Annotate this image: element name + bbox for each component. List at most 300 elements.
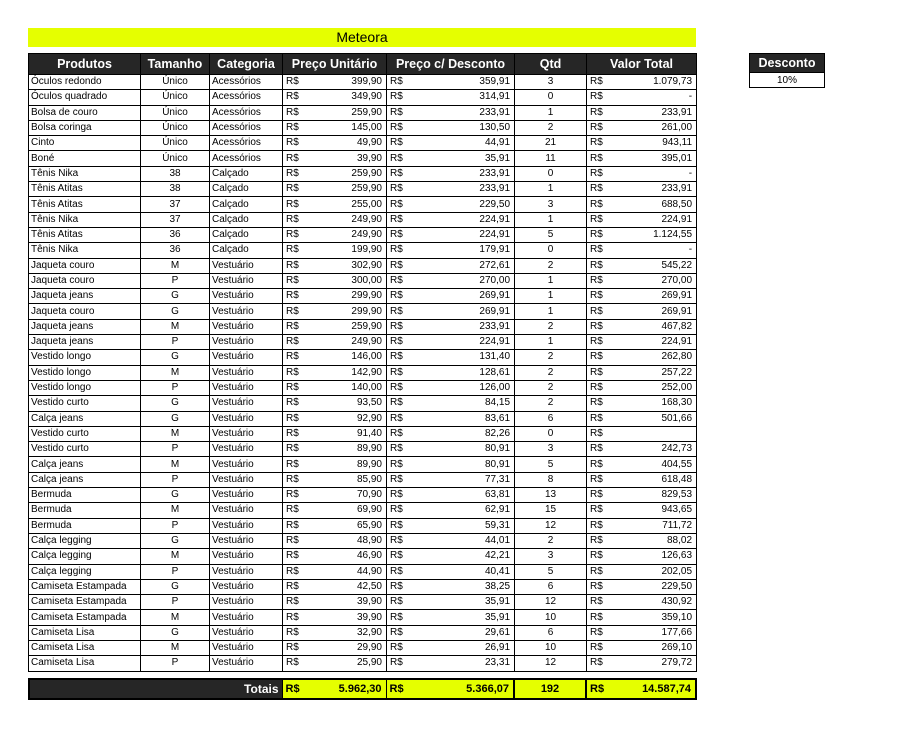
cell-valor-total[interactable]: 252,00 (616, 380, 697, 395)
cell-tamanho[interactable]: G (141, 350, 210, 365)
cell-currency[interactable]: R$ (587, 610, 616, 625)
cell-tamanho[interactable]: 37 (141, 197, 210, 212)
cell-categoria[interactable]: Vestuário (210, 595, 283, 610)
cell-valor-total[interactable]: 943,65 (616, 503, 697, 518)
cell-preco-unitario[interactable]: 249,90 (312, 335, 387, 350)
cell-currency[interactable]: R$ (587, 579, 616, 594)
cell-preco-unitario[interactable]: 399,90 (312, 75, 387, 90)
cell-currency[interactable]: R$ (587, 75, 616, 90)
cell-categoria[interactable]: Vestuário (210, 656, 283, 671)
cell-qtd[interactable]: 3 (515, 442, 587, 457)
cell-currency[interactable]: R$ (283, 396, 312, 411)
cell-currency[interactable]: R$ (387, 75, 416, 90)
cell-currency[interactable]: R$ (587, 335, 616, 350)
cell-currency[interactable]: R$ (387, 120, 416, 135)
cell-produto[interactable]: Camiseta Estampada (29, 610, 141, 625)
cell-qtd[interactable]: 0 (515, 243, 587, 258)
cell-produto[interactable]: Calça legging (29, 549, 141, 564)
cell-categoria[interactable]: Vestuário (210, 472, 283, 487)
cell-preco-desconto[interactable]: 314,91 (416, 90, 515, 105)
cell-qtd[interactable]: 8 (515, 472, 587, 487)
cell-preco-desconto[interactable]: 80,91 (416, 457, 515, 472)
cell-tamanho[interactable]: 37 (141, 212, 210, 227)
cell-currency[interactable]: R$ (387, 365, 416, 380)
cell-preco-unitario[interactable]: 259,90 (312, 319, 387, 334)
cell-valor-total[interactable]: 229,50 (616, 579, 697, 594)
cell-valor-total[interactable]: 88,02 (616, 533, 697, 548)
cell-preco-desconto[interactable]: 40,41 (416, 564, 515, 579)
cell-currency[interactable]: R$ (283, 120, 312, 135)
cell-valor-total[interactable]: 404,55 (616, 457, 697, 472)
cell-currency[interactable]: R$ (387, 411, 416, 426)
cell-currency[interactable]: R$ (387, 335, 416, 350)
cell-currency[interactable]: R$ (387, 595, 416, 610)
cell-categoria[interactable]: Vestuário (210, 426, 283, 441)
cell-preco-desconto[interactable]: 126,00 (416, 380, 515, 395)
cell-tamanho[interactable]: Único (141, 151, 210, 166)
cell-tamanho[interactable]: G (141, 579, 210, 594)
cell-currency[interactable]: R$ (587, 595, 616, 610)
cell-produto[interactable]: Jaqueta couro (29, 273, 141, 288)
cell-preco-unitario[interactable]: 142,90 (312, 365, 387, 380)
cell-preco-desconto[interactable]: 224,91 (416, 212, 515, 227)
cell-categoria[interactable]: Vestuário (210, 304, 283, 319)
cell-currency[interactable]: R$ (587, 533, 616, 548)
cell-currency[interactable]: R$ (587, 197, 616, 212)
cell-qtd[interactable]: 2 (515, 120, 587, 135)
cell-tamanho[interactable]: P (141, 380, 210, 395)
cell-categoria[interactable]: Vestuário (210, 518, 283, 533)
cell-currency[interactable]: R$ (587, 380, 616, 395)
cell-preco-unitario[interactable]: 349,90 (312, 90, 387, 105)
cell-currency[interactable]: R$ (387, 656, 416, 671)
cell-produto[interactable]: Tênis Nika (29, 166, 141, 181)
cell-currency[interactable]: R$ (387, 90, 416, 105)
cell-produto[interactable]: Óculos quadrado (29, 90, 141, 105)
cell-categoria[interactable]: Calçado (210, 166, 283, 181)
cell-preco-desconto[interactable]: 269,91 (416, 304, 515, 319)
cell-qtd[interactable]: 2 (515, 533, 587, 548)
cell-valor-total[interactable]: 224,91 (616, 212, 697, 227)
cell-preco-unitario[interactable]: 85,90 (312, 472, 387, 487)
cell-tamanho[interactable]: P (141, 273, 210, 288)
cell-qtd[interactable]: 6 (515, 411, 587, 426)
cell-qtd[interactable]: 1 (515, 273, 587, 288)
discount-value[interactable]: 10% (750, 73, 825, 88)
cell-currency[interactable]: R$ (587, 625, 616, 640)
cell-qtd[interactable]: 6 (515, 625, 587, 640)
cell-currency[interactable]: R$ (387, 197, 416, 212)
cell-currency[interactable]: R$ (587, 350, 616, 365)
cell-qtd[interactable]: 1 (515, 212, 587, 227)
cell-produto[interactable]: Bolsa de couro (29, 105, 141, 120)
cell-preco-desconto[interactable]: 233,91 (416, 319, 515, 334)
cell-produto[interactable]: Tênis Nika (29, 243, 141, 258)
cell-categoria[interactable]: Vestuário (210, 273, 283, 288)
cell-preco-desconto[interactable]: 42,21 (416, 549, 515, 564)
cell-valor-total[interactable]: 1.079,73 (616, 75, 697, 90)
cell-qtd[interactable]: 10 (515, 610, 587, 625)
cell-categoria[interactable]: Vestuário (210, 610, 283, 625)
cell-currency[interactable]: R$ (387, 136, 416, 151)
cell-currency[interactable]: R$ (387, 151, 416, 166)
cell-qtd[interactable]: 12 (515, 595, 587, 610)
cell-preco-desconto[interactable]: 233,91 (416, 105, 515, 120)
cell-currency[interactable]: R$ (587, 457, 616, 472)
cell-currency[interactable]: R$ (587, 166, 616, 181)
cell-qtd[interactable]: 1 (515, 289, 587, 304)
cell-preco-unitario[interactable]: 249,90 (312, 212, 387, 227)
cell-currency[interactable]: R$ (587, 243, 616, 258)
cell-preco-desconto[interactable]: 80,91 (416, 442, 515, 457)
cell-valor-total[interactable]: 711,72 (616, 518, 697, 533)
cell-produto[interactable]: Calça legging (29, 564, 141, 579)
header-tamanho[interactable]: Tamanho (141, 54, 210, 75)
cell-currency[interactable]: R$ (283, 656, 312, 671)
cell-currency[interactable]: R$ (587, 640, 616, 655)
cell-tamanho[interactable]: P (141, 564, 210, 579)
cell-tamanho[interactable]: G (141, 304, 210, 319)
cell-preco-desconto[interactable]: 359,91 (416, 75, 515, 90)
cell-currency[interactable]: R$ (283, 136, 312, 151)
cell-currency[interactable]: R$ (387, 503, 416, 518)
cell-produto[interactable]: Camiseta Lisa (29, 625, 141, 640)
cell-preco-unitario[interactable]: 93,50 (312, 396, 387, 411)
cell-currency[interactable]: R$ (587, 503, 616, 518)
cell-produto[interactable]: Tênis Atitas (29, 197, 141, 212)
cell-currency[interactable]: R$ (387, 212, 416, 227)
cell-valor-total[interactable]: 270,00 (616, 273, 697, 288)
cell-produto[interactable]: Jaqueta jeans (29, 335, 141, 350)
cell-qtd[interactable]: 1 (515, 335, 587, 350)
cell-valor-total[interactable]: 545,22 (616, 258, 697, 273)
cell-tamanho[interactable]: G (141, 625, 210, 640)
cell-tamanho[interactable]: M (141, 365, 210, 380)
cell-currency[interactable]: R$ (587, 518, 616, 533)
cell-categoria[interactable]: Acessórios (210, 120, 283, 135)
cell-tamanho[interactable]: M (141, 319, 210, 334)
cell-categoria[interactable]: Vestuário (210, 488, 283, 503)
header-produtos[interactable]: Produtos (29, 54, 141, 75)
cell-produto[interactable]: Vestido longo (29, 350, 141, 365)
cell-tamanho[interactable]: Único (141, 136, 210, 151)
cell-categoria[interactable]: Vestuário (210, 533, 283, 548)
cell-preco-desconto[interactable]: 233,91 (416, 166, 515, 181)
cell-currency[interactable]: R$ (283, 304, 312, 319)
cell-categoria[interactable]: Vestuário (210, 380, 283, 395)
cell-currency[interactable]: R$ (283, 472, 312, 487)
cell-qtd[interactable]: 3 (515, 549, 587, 564)
cell-preco-desconto[interactable]: 35,91 (416, 595, 515, 610)
cell-produto[interactable]: Calça jeans (29, 472, 141, 487)
cell-valor-total[interactable]: 262,80 (616, 350, 697, 365)
cell-preco-desconto[interactable]: 128,61 (416, 365, 515, 380)
cell-produto[interactable]: Tênis Atitas (29, 227, 141, 242)
cell-preco-desconto[interactable]: 270,00 (416, 273, 515, 288)
cell-produto[interactable]: Jaqueta couro (29, 258, 141, 273)
cell-currency[interactable]: R$ (283, 243, 312, 258)
cell-currency[interactable]: R$ (387, 258, 416, 273)
cell-produto[interactable]: Vestido curto (29, 426, 141, 441)
cell-valor-total[interactable]: 395,01 (616, 151, 697, 166)
cell-qtd[interactable]: 15 (515, 503, 587, 518)
cell-currency[interactable]: R$ (283, 426, 312, 441)
cell-currency[interactable]: R$ (283, 640, 312, 655)
cell-preco-unitario[interactable]: 39,90 (312, 151, 387, 166)
cell-categoria[interactable]: Vestuário (210, 335, 283, 350)
cell-currency[interactable]: R$ (387, 182, 416, 197)
cell-qtd[interactable]: 5 (515, 457, 587, 472)
cell-produto[interactable]: Vestido longo (29, 380, 141, 395)
cell-preco-unitario[interactable]: 91,40 (312, 426, 387, 441)
cell-valor-total[interactable]: 829,53 (616, 488, 697, 503)
cell-qtd[interactable]: 3 (515, 75, 587, 90)
cell-currency[interactable]: R$ (387, 289, 416, 304)
cell-preco-desconto[interactable]: 63,81 (416, 488, 515, 503)
cell-tamanho[interactable]: G (141, 396, 210, 411)
cell-currency[interactable]: R$ (587, 90, 616, 105)
cell-tamanho[interactable]: G (141, 289, 210, 304)
cell-tamanho[interactable]: P (141, 656, 210, 671)
cell-tamanho[interactable]: M (141, 610, 210, 625)
cell-currency[interactable]: R$ (587, 151, 616, 166)
totals-valor-total[interactable]: 14.587,74 (615, 679, 696, 699)
cell-currency[interactable]: R$ (587, 319, 616, 334)
cell-valor-total[interactable]: 233,91 (616, 105, 697, 120)
cell-preco-desconto[interactable]: 229,50 (416, 197, 515, 212)
cell-currency[interactable]: R$ (283, 273, 312, 288)
cell-preco-desconto[interactable]: 44,01 (416, 533, 515, 548)
cell-produto[interactable]: Tênis Nika (29, 212, 141, 227)
cell-preco-desconto[interactable]: 23,31 (416, 656, 515, 671)
cell-qtd[interactable]: 10 (515, 640, 587, 655)
cell-preco-unitario[interactable]: 259,90 (312, 166, 387, 181)
cell-valor-total[interactable]: 279,72 (616, 656, 697, 671)
cell-preco-unitario[interactable]: 29,90 (312, 640, 387, 655)
cell-categoria[interactable]: Vestuário (210, 579, 283, 594)
cell-tamanho[interactable]: 36 (141, 243, 210, 258)
totals-qtd[interactable]: 192 (514, 679, 586, 699)
cell-currency[interactable]: R$ (387, 442, 416, 457)
cell-preco-desconto[interactable]: 82,26 (416, 426, 515, 441)
cell-currency[interactable]: R$ (283, 212, 312, 227)
cell-currency[interactable]: R$ (387, 488, 416, 503)
cell-preco-unitario[interactable]: 199,90 (312, 243, 387, 258)
cell-qtd[interactable]: 1 (515, 304, 587, 319)
cell-preco-unitario[interactable]: 46,90 (312, 549, 387, 564)
cell-valor-total[interactable]: 126,63 (616, 549, 697, 564)
cell-currency[interactable]: R$ (587, 258, 616, 273)
cell-currency[interactable]: R$ (387, 640, 416, 655)
cell-valor-total[interactable]: 177,66 (616, 625, 697, 640)
cell-currency[interactable]: R$ (387, 243, 416, 258)
cell-categoria[interactable]: Vestuário (210, 625, 283, 640)
cell-categoria[interactable]: Vestuário (210, 564, 283, 579)
cell-preco-unitario[interactable]: 140,00 (312, 380, 387, 395)
cell-produto[interactable]: Camiseta Estampada (29, 595, 141, 610)
cell-produto[interactable]: Bermuda (29, 518, 141, 533)
cell-currency[interactable]: R$ (387, 227, 416, 242)
cell-qtd[interactable]: 2 (515, 365, 587, 380)
cell-tamanho[interactable]: M (141, 640, 210, 655)
cell-produto[interactable]: Cinto (29, 136, 141, 151)
cell-valor-total[interactable]: 269,10 (616, 640, 697, 655)
cell-categoria[interactable]: Vestuário (210, 319, 283, 334)
cell-qtd[interactable]: 1 (515, 182, 587, 197)
cell-preco-desconto[interactable]: 233,91 (416, 182, 515, 197)
cell-categoria[interactable]: Vestuário (210, 411, 283, 426)
cell-currency[interactable]: R$ (387, 166, 416, 181)
cell-tamanho[interactable]: 36 (141, 227, 210, 242)
cell-preco-unitario[interactable]: 302,90 (312, 258, 387, 273)
cell-currency[interactable]: R$ (387, 549, 416, 564)
cell-valor-total[interactable]: 688,50 (616, 197, 697, 212)
cell-tamanho[interactable]: G (141, 411, 210, 426)
cell-preco-unitario[interactable]: 92,90 (312, 411, 387, 426)
cell-categoria[interactable]: Calçado (210, 212, 283, 227)
cell-valor-total[interactable]: 1.124,55 (616, 227, 697, 242)
cell-valor-total[interactable]: - (616, 166, 697, 181)
cell-categoria[interactable]: Vestuário (210, 640, 283, 655)
cell-preco-desconto[interactable]: 62,91 (416, 503, 515, 518)
cell-currency[interactable]: R$ (283, 105, 312, 120)
cell-tamanho[interactable]: P (141, 335, 210, 350)
cell-preco-desconto[interactable]: 224,91 (416, 335, 515, 350)
cell-currency[interactable]: R$ (387, 472, 416, 487)
cell-preco-unitario[interactable]: 255,00 (312, 197, 387, 212)
cell-categoria[interactable]: Vestuário (210, 442, 283, 457)
cell-preco-unitario[interactable]: 39,90 (312, 610, 387, 625)
cell-qtd[interactable]: 2 (515, 258, 587, 273)
cell-valor-total[interactable]: 168,30 (616, 396, 697, 411)
cell-produto[interactable]: Tênis Atitas (29, 182, 141, 197)
cell-currency[interactable]: R$ (387, 610, 416, 625)
cell-valor-total[interactable]: 202,05 (616, 564, 697, 579)
cell-valor-total[interactable]: - (616, 90, 697, 105)
cell-preco-desconto[interactable]: 77,31 (416, 472, 515, 487)
cell-preco-desconto[interactable]: 179,91 (416, 243, 515, 258)
cell-preco-desconto[interactable]: 35,91 (416, 151, 515, 166)
cell-tamanho[interactable]: Único (141, 120, 210, 135)
cell-qtd[interactable]: 5 (515, 564, 587, 579)
cell-currency[interactable]: R$ (283, 503, 312, 518)
cell-preco-unitario[interactable]: 42,50 (312, 579, 387, 594)
cell-tamanho[interactable]: Único (141, 90, 210, 105)
cell-currency[interactable]: R$ (587, 212, 616, 227)
header-categoria[interactable]: Categoria (210, 54, 283, 75)
cell-preco-unitario[interactable]: 249,90 (312, 227, 387, 242)
cell-preco-unitario[interactable]: 299,90 (312, 289, 387, 304)
cell-currency[interactable]: R$ (283, 289, 312, 304)
cell-preco-desconto[interactable]: 26,91 (416, 640, 515, 655)
cell-tamanho[interactable]: M (141, 258, 210, 273)
cell-produto[interactable]: Calça jeans (29, 457, 141, 472)
cell-valor-total[interactable]: 359,10 (616, 610, 697, 625)
cell-preco-unitario[interactable]: 89,90 (312, 457, 387, 472)
cell-preco-desconto[interactable]: 83,61 (416, 411, 515, 426)
cell-tamanho[interactable]: Único (141, 105, 210, 120)
cell-currency[interactable]: R$ (283, 610, 312, 625)
cell-tamanho[interactable]: M (141, 549, 210, 564)
cell-preco-desconto[interactable]: 35,91 (416, 610, 515, 625)
cell-preco-desconto[interactable]: 29,61 (416, 625, 515, 640)
cell-preco-unitario[interactable]: 259,90 (312, 182, 387, 197)
cell-valor-total[interactable]: 233,91 (616, 182, 697, 197)
cell-categoria[interactable]: Vestuário (210, 503, 283, 518)
cell-preco-unitario[interactable]: 65,90 (312, 518, 387, 533)
cell-currency[interactable]: R$ (283, 579, 312, 594)
cell-currency[interactable]: R$ (587, 411, 616, 426)
cell-currency[interactable]: R$ (387, 564, 416, 579)
cell-currency[interactable]: R$ (387, 350, 416, 365)
cell-currency[interactable]: R$ (283, 151, 312, 166)
totals-preco-unitario[interactable]: 5.962,30 (311, 679, 386, 699)
cell-valor-total[interactable]: 943,11 (616, 136, 697, 151)
cell-categoria[interactable]: Calçado (210, 197, 283, 212)
cell-valor-total[interactable]: 261,00 (616, 120, 697, 135)
cell-preco-desconto[interactable]: 131,40 (416, 350, 515, 365)
cell-currency[interactable]: R$ (387, 273, 416, 288)
cell-preco-unitario[interactable]: 145,00 (312, 120, 387, 135)
header-qtd[interactable]: Qtd (515, 54, 587, 75)
cell-tamanho[interactable]: G (141, 533, 210, 548)
cell-currency[interactable]: R$ (387, 426, 416, 441)
cell-currency[interactable]: R$ (387, 518, 416, 533)
cell-produto[interactable]: Calça jeans (29, 411, 141, 426)
cell-produto[interactable]: Óculos redondo (29, 75, 141, 90)
cell-currency[interactable]: R$ (283, 595, 312, 610)
cell-currency[interactable]: R$ (283, 350, 312, 365)
cell-preco-desconto[interactable]: 130,50 (416, 120, 515, 135)
cell-tamanho[interactable]: Único (141, 75, 210, 90)
cell-tamanho[interactable]: P (141, 595, 210, 610)
cell-currency[interactable]: R$ (283, 319, 312, 334)
cell-currency[interactable]: R$ (387, 533, 416, 548)
cell-currency[interactable]: R$ (587, 289, 616, 304)
cell-qtd[interactable]: 13 (515, 488, 587, 503)
cell-tamanho[interactable]: P (141, 472, 210, 487)
cell-categoria[interactable]: Vestuário (210, 396, 283, 411)
cell-currency[interactable]: R$ (387, 380, 416, 395)
cell-valor-total[interactable]: 257,22 (616, 365, 697, 380)
totals-preco-desconto[interactable]: 5.366,07 (415, 679, 514, 699)
cell-categoria[interactable]: Acessórios (210, 105, 283, 120)
cell-qtd[interactable]: 0 (515, 426, 587, 441)
cell-categoria[interactable]: Calçado (210, 182, 283, 197)
cell-currency[interactable]: R$ (283, 488, 312, 503)
cell-currency[interactable]: R$ (283, 442, 312, 457)
cell-produto[interactable]: Bermuda (29, 488, 141, 503)
cell-currency[interactable]: R$ (587, 426, 616, 441)
cell-currency[interactable]: R$ (283, 365, 312, 380)
cell-qtd[interactable]: 2 (515, 350, 587, 365)
cell-qtd[interactable]: 2 (515, 396, 587, 411)
cell-currency[interactable]: R$ (283, 258, 312, 273)
cell-valor-total[interactable]: 269,91 (616, 289, 697, 304)
cell-preco-desconto[interactable]: 272,61 (416, 258, 515, 273)
cell-currency[interactable]: R$ (587, 136, 616, 151)
cell-qtd[interactable]: 3 (515, 197, 587, 212)
cell-valor-total[interactable]: 467,82 (616, 319, 697, 334)
cell-preco-unitario[interactable]: 146,00 (312, 350, 387, 365)
cell-categoria[interactable]: Vestuário (210, 289, 283, 304)
cell-tamanho[interactable]: 38 (141, 182, 210, 197)
cell-qtd[interactable]: 2 (515, 319, 587, 334)
cell-tamanho[interactable]: G (141, 488, 210, 503)
cell-valor-total[interactable]: 224,91 (616, 335, 697, 350)
cell-produto[interactable]: Camiseta Estampada (29, 579, 141, 594)
cell-qtd[interactable]: 12 (515, 518, 587, 533)
